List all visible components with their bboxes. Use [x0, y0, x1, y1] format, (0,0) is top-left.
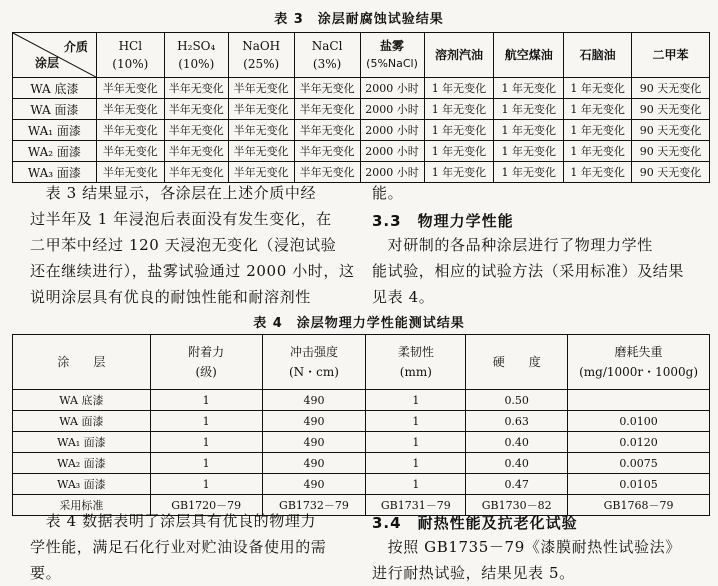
- t4-header-impact: 冲击强度 (N・cm): [262, 335, 366, 390]
- corner-coating-label: 涂层: [35, 56, 60, 70]
- table4-caption: 表 4 涂层物理力学性能测试结果: [253, 316, 465, 331]
- table3-row: [13, 120, 710, 141]
- table3-cell: 2000 小时: [360, 78, 424, 99]
- table3-cell: 半年无变化: [164, 141, 228, 162]
- table3-row-label: WA₁ 面漆: [13, 120, 97, 141]
- table4-row: [13, 474, 710, 495]
- section-3-3-heading: 3.3 物理力学性能: [372, 212, 514, 230]
- table-4: [12, 334, 710, 516]
- table4-cell: [568, 390, 710, 411]
- table3-cell: 1 年无变化: [494, 141, 564, 162]
- table3-cell: 半年无变化: [228, 141, 294, 162]
- section-3-4-heading: 3.4 耐热性能及抗老化试验: [372, 514, 578, 532]
- table3-cell: 90 天无变化: [632, 141, 710, 162]
- table3-cell: 半年无变化: [294, 141, 360, 162]
- table3-cell: 2000 小时: [360, 162, 424, 183]
- table3-cell: 半年无变化: [228, 120, 294, 141]
- table4-row-label: WA₂ 面漆: [13, 453, 151, 474]
- table3-row: [13, 99, 710, 120]
- col-header: NaCl (3%): [294, 33, 360, 78]
- table4-cell: 490: [262, 411, 366, 432]
- table3-cell: 1 年无变化: [424, 99, 494, 120]
- table4-cell: 1: [150, 432, 262, 453]
- table3-cell: 半年无变化: [164, 162, 228, 183]
- col-header: 二甲苯: [632, 33, 710, 78]
- table4-cell: GB1732－79: [262, 495, 366, 516]
- table3-cell: 半年无变化: [294, 162, 360, 183]
- table3-cell: 半年无变化: [228, 99, 294, 120]
- table4-cell: 1: [150, 453, 262, 474]
- table4-cell: 490: [262, 390, 366, 411]
- table3-cell: 半年无变化: [294, 99, 360, 120]
- table3-cell: 1 年无变化: [424, 162, 494, 183]
- table3-cell: 半年无变化: [164, 78, 228, 99]
- table3-cell: 2000 小时: [360, 99, 424, 120]
- table4-cell: GB1768－79: [568, 495, 710, 516]
- table3-corner-cell: [13, 33, 97, 78]
- table4-cell: 0.47: [466, 474, 568, 495]
- table4-cell: 0.63: [466, 411, 568, 432]
- table3-row: [13, 141, 710, 162]
- table3-row-label: WA 底漆: [13, 78, 97, 99]
- table3-cell: 半年无变化: [96, 162, 164, 183]
- table3-cell: 90 天无变化: [632, 99, 710, 120]
- table4-cell: 0.0075: [568, 453, 710, 474]
- table4-cell: 1: [150, 474, 262, 495]
- col-header: 盐雾 (5%NaCl): [360, 33, 424, 78]
- table4-cell: 490: [262, 432, 366, 453]
- table4-row-label: 采用标准: [13, 495, 151, 516]
- table3-cell: 半年无变化: [228, 162, 294, 183]
- col-header: HCl (10%): [96, 33, 164, 78]
- col-header: 溶剂汽油: [424, 33, 494, 78]
- table3-cell: 90 天无变化: [632, 120, 710, 141]
- table3-cell: 1 年无变化: [564, 141, 632, 162]
- table3-row-label: WA 面漆: [13, 99, 97, 120]
- table4-cell: 1: [150, 411, 262, 432]
- table3-cell: 半年无变化: [294, 120, 360, 141]
- table4-row-label: WA₃ 面漆: [13, 474, 151, 495]
- table4-row-label: WA 底漆: [13, 390, 151, 411]
- table3-row: [13, 78, 710, 99]
- table4-cell: 0.40: [466, 432, 568, 453]
- table3-cell: 1 年无变化: [494, 120, 564, 141]
- table3-cell: 1 年无变化: [494, 162, 564, 183]
- table4-cell: 0.0120: [568, 432, 710, 453]
- table3-cell: 1 年无变化: [564, 78, 632, 99]
- table4-cell: 0.40: [466, 453, 568, 474]
- t4-header-abrasion: 磨耗失重 (mg/1000r・1000g): [568, 335, 710, 390]
- table3-cell: 半年无变化: [164, 99, 228, 120]
- table4-cell: GB1730－82: [466, 495, 568, 516]
- table4-cell: 1: [366, 453, 466, 474]
- t4-header-hardness: 硬 度: [466, 335, 568, 390]
- table4-cell: 1: [150, 390, 262, 411]
- table4-cell: GB1731－79: [366, 495, 466, 516]
- table3-cell: 1 年无变化: [424, 141, 494, 162]
- table4-cell: 0.0100: [568, 411, 710, 432]
- left-paragraph-2: 表 4 数据表明了涂层具有优良的物理力 学性能，满足石化行业对贮油设备使用的需 要。: [30, 512, 327, 582]
- t4-header-coating: 涂 层: [13, 335, 151, 390]
- right-tail-text: 能。: [372, 184, 404, 202]
- col-header: 石脑油: [564, 33, 632, 78]
- t4-header-adhesion: 附着力 (级): [150, 335, 262, 390]
- table4-cell: 1: [366, 390, 466, 411]
- table4-row-label: WA₁ 面漆: [13, 432, 151, 453]
- table3-cell: 1 年无变化: [424, 78, 494, 99]
- table4-row: [13, 453, 710, 474]
- table3-caption: 表 3 涂层耐腐蚀试验结果: [274, 12, 444, 27]
- table4-cell: 1: [366, 411, 466, 432]
- table4-cell: 490: [262, 474, 366, 495]
- table3-cell: 1 年无变化: [424, 120, 494, 141]
- col-header: NaOH (25%): [228, 33, 294, 78]
- left-paragraph-1: 表 3 结果显示，各涂层在上述介质中经 过半年及 1 年浸泡后表面没有发生变化，在 二甲苯中经过 120 天浸泡无变化（浸泡试验 还在继续进行），盐雾试验通过 2000 小时，这 说明涂层具有优良的耐蚀性能和耐溶剂性: [30, 184, 355, 306]
- table3-cell: 半年无变化: [96, 120, 164, 141]
- table4-cell: 1: [366, 474, 466, 495]
- table3-cell: 90 天无变化: [632, 162, 710, 183]
- table3-cell: 90 天无变化: [632, 78, 710, 99]
- table3-cell: 半年无变化: [164, 120, 228, 141]
- table4-row: [13, 390, 710, 411]
- col-header: H₂SO₄ (10%): [164, 33, 228, 78]
- table-3: [12, 32, 710, 183]
- table3-row-label: WA₃ 面漆: [13, 162, 97, 183]
- table3-cell: 半年无变化: [96, 99, 164, 120]
- table3-cell: 1 年无变化: [564, 120, 632, 141]
- table3-cell: 半年无变化: [228, 78, 294, 99]
- table3-cell: 1 年无变化: [494, 99, 564, 120]
- table3-cell: 1 年无变化: [564, 162, 632, 183]
- right-paragraph-2: 按照 GB1735－79《漆膜耐热性试验法》 进行耐热试验，结果见表 5。: [372, 538, 681, 582]
- right-paragraph-1: 对研制的各品种涂层进行了物理力学性 能试验，相应的试验方法（采用标准）及结果 见表 4。: [372, 236, 685, 306]
- table4-cell: 0.50: [466, 390, 568, 411]
- table4-cell: 490: [262, 453, 366, 474]
- table3-cell: 半年无变化: [96, 141, 164, 162]
- table4-row: [13, 411, 710, 432]
- table3-cell: 1 年无变化: [494, 78, 564, 99]
- table3-cell: 2000 小时: [360, 120, 424, 141]
- table4-row-label: WA 面漆: [13, 411, 151, 432]
- corner-medium-label: 介质: [63, 40, 88, 54]
- table3-cell: 1 年无变化: [564, 99, 632, 120]
- col-header: 航空煤油: [494, 33, 564, 78]
- table4-cell: 1: [366, 432, 466, 453]
- table4-row: [13, 432, 710, 453]
- table3-cell: 2000 小时: [360, 141, 424, 162]
- table4-cell: GB1720－79: [150, 495, 262, 516]
- table3-cell: 半年无变化: [96, 78, 164, 99]
- table4-cell: 0.0105: [568, 474, 710, 495]
- table3-cell: 半年无变化: [294, 78, 360, 99]
- t4-header-flexibility: 柔韧性 (mm): [366, 335, 466, 390]
- table3-row-label: WA₂ 面漆: [13, 141, 97, 162]
